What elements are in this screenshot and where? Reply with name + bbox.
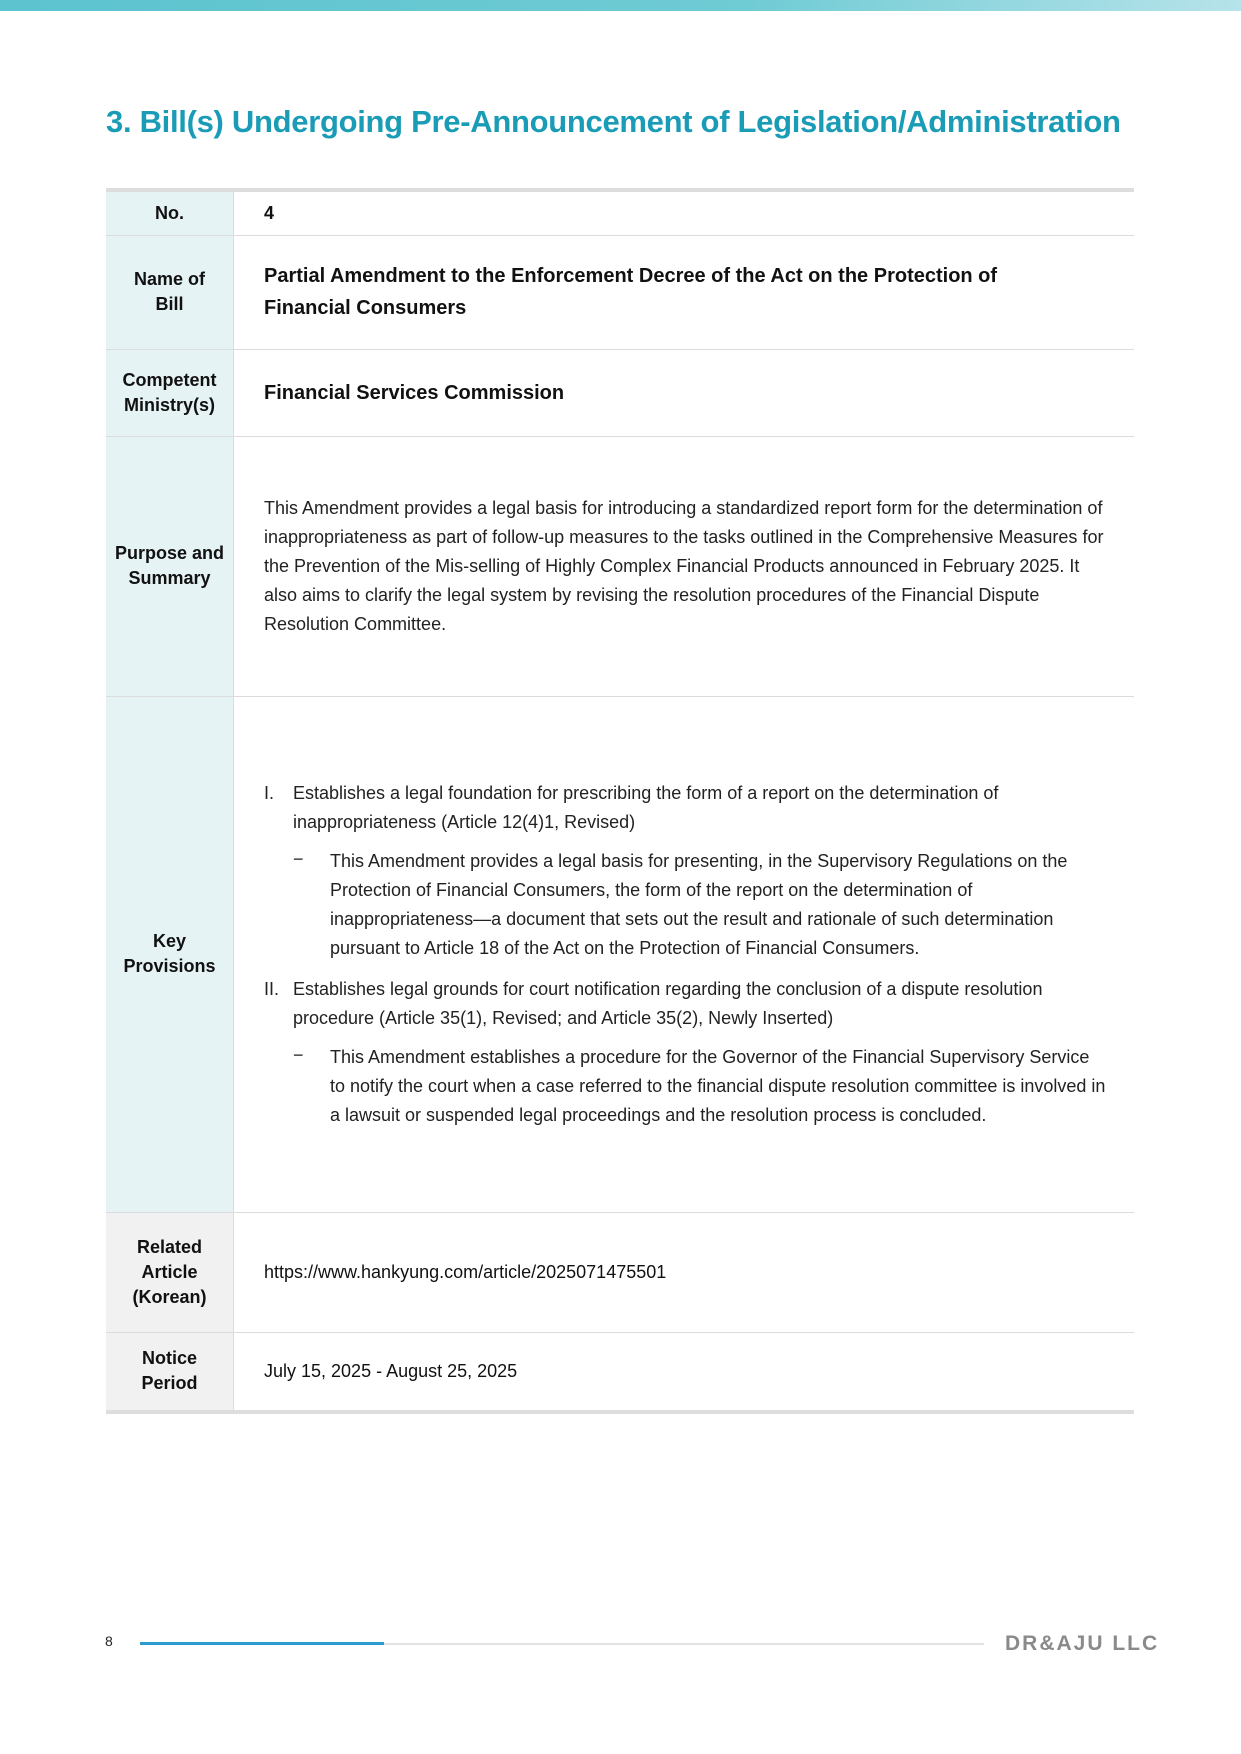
row-no (106, 190, 1134, 235)
page-number: 8 (105, 1633, 113, 1649)
bill-table (106, 188, 1134, 1414)
label-notice-period: Notice Period (106, 1332, 234, 1412)
provision-number: I. (264, 782, 275, 803)
label-no: No. (106, 190, 234, 235)
value-name-of-bill: Partial Amendment to the Enforcement Decree of the Act on the Protection of Financial Consumers (234, 235, 1135, 349)
brand-logo: DR&AJU LLC (1005, 1632, 1160, 1655)
provision-subtext: This Amendment provides a legal basis for presenting, in the Supervisory Regulations on the Protection of Financial Consumers, the form of the report on the determination of inappropriateness—a document that sets out the result and rationale of such determination pursuant to Article 18 of the Act on the Protection of Financial Consumers. (330, 850, 1068, 958)
label-purpose: Purpose and Summary (106, 436, 234, 696)
value-no: 4 (234, 190, 1135, 235)
row-name-of-bill (106, 235, 1134, 349)
section-heading: 3. Bill(s) Undergoing Pre-Announcement of Legislation/Administration (106, 104, 1121, 139)
row-key-provisions (106, 696, 1134, 1212)
provisions-list (264, 779, 1108, 1130)
footer-divider-accent (140, 1642, 384, 1645)
value-purpose: This Amendment provides a legal basis for introducing a standardized report form for the determination of inappropriateness as part of follow-up measures to the tasks outlined in the Comprehensive Measures for the Prevention of the Mis-selling of Highly Complex Financial Products announced in February 2025. It also aims to clarify the legal system by revising the resolution procedures of the Financial Dispute Resolution Committee. (234, 436, 1135, 696)
provision-subtext: This Amendment establishes a procedure for the Governor of the Financial Supervisory Service to notify the court when a case referred to the financial dispute resolution committee is involved in a lawsuit or suspended legal proceedings and the resolution process is concluded. (330, 1046, 1106, 1125)
label-name-of-bill: Name of Bill (106, 235, 234, 349)
row-notice-period (106, 1332, 1134, 1412)
row-ministry (106, 349, 1134, 436)
value-notice-period: July 15, 2025 - August 25, 2025 (234, 1332, 1135, 1412)
dash-marker: − (293, 848, 304, 869)
label-related-article: Related Article (Korean) (106, 1212, 234, 1332)
related-article-link[interactable]: https://www.hankyung.com/article/2025071475501 (264, 1261, 667, 1282)
value-key-provisions (234, 696, 1135, 1212)
label-key-provisions: Key Provisions (106, 696, 234, 1212)
row-related-article (106, 1212, 1134, 1332)
provision-item (264, 975, 1108, 1130)
label-ministry: Competent Ministry(s) (106, 349, 234, 436)
dash-marker: − (293, 1044, 304, 1065)
row-purpose (106, 436, 1134, 696)
provision-number: II. (264, 978, 280, 999)
value-ministry: Financial Services Commission (234, 349, 1135, 436)
value-related-article (234, 1212, 1135, 1332)
provision-text: Establishes legal grounds for court notification regarding the conclusion of a dispute resolution procedure (Article 35(1), Revised; and Article 35(2), Newly Inserted) (293, 978, 1043, 1028)
provision-item (264, 779, 1108, 963)
provision-text: Establishes a legal foundation for prescribing the form of a report on the determination of inappropriateness (Article 12(4)1, Revised) (293, 782, 999, 832)
top-accent-bar (0, 0, 1241, 11)
